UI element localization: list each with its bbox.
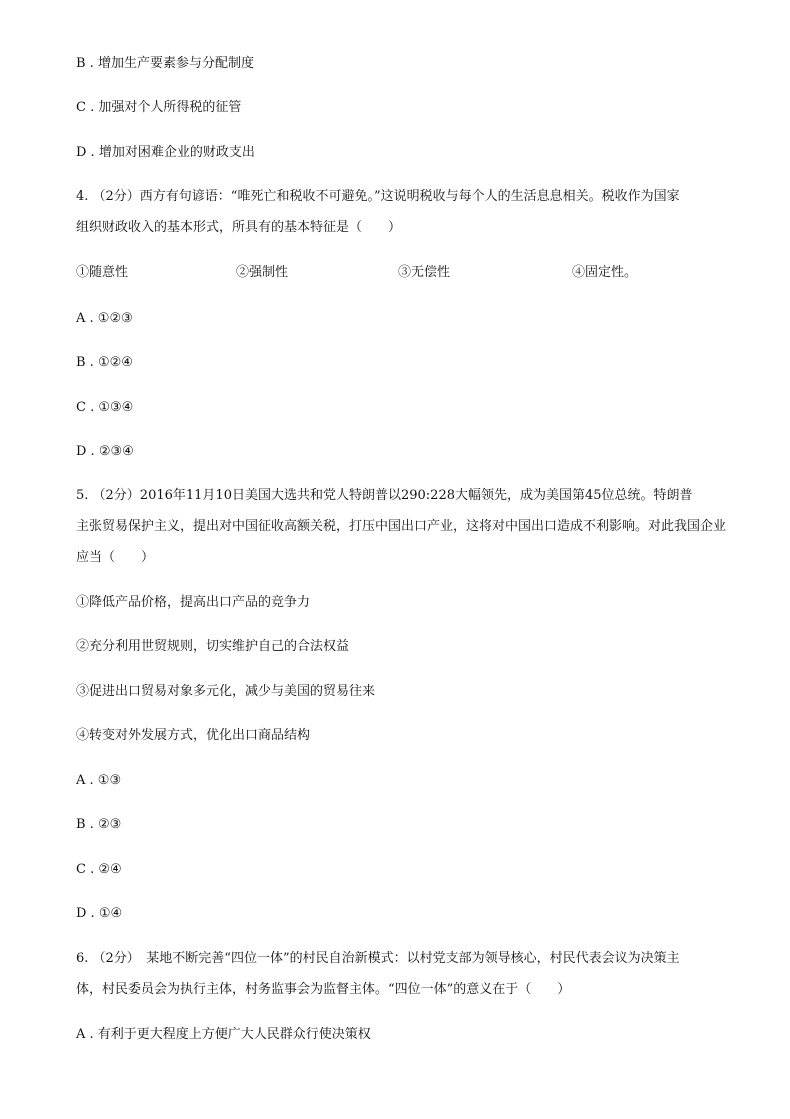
q5-stem-line1: 5. （2分）2016年11月10日美国大选共和党人特朗普以290:228大幅领先，成为美国第45位总统。特朗普 xyxy=(76,488,693,503)
q5-statement-4: ④转变对外发展方式，优化出口商品结构 xyxy=(76,728,311,743)
q5-stem-line3: 应当（ ） xyxy=(76,550,155,565)
q6-stem-line1: 6. （2分） 某地不断完善“四位一体”的村民自治新模式：以村党支部为领导核心，村民代表会议为决策主 xyxy=(76,951,680,966)
q5-stem-line2: 主张贸易保护主义，提出对中国征收高额关税，打压中国出口产业，这将对中国出口造成不利影响。对此我国企业 xyxy=(76,519,727,534)
q4-option-c: C . ①③④ xyxy=(76,400,134,415)
q5-option-b: B . ②③ xyxy=(76,817,122,832)
q4-option-d: D . ②③④ xyxy=(76,444,134,459)
q4-item-4: ④固定性。 xyxy=(572,265,638,280)
q3-option-d: D . 增加对困难企业的财政支出 xyxy=(76,145,255,160)
q3-option-b: B . 增加生产要素参与分配制度 xyxy=(76,56,254,71)
q5-option-c: C . ②④ xyxy=(76,862,122,877)
q4-item-2: ②强制性 xyxy=(236,265,289,280)
q4-stem-line2: 组织财政收入的基本形式，所具有的基本特征是（ ） xyxy=(76,220,402,235)
q4-stem-line1: 4. （2分）西方有句谚语：“唯死亡和税收不可避免。”这说明税收与每个人的生活息息相关。税收作为国家 xyxy=(76,189,680,204)
q4-option-b: B . ①②④ xyxy=(76,355,133,370)
q5-option-a: A . ①③ xyxy=(76,773,122,788)
q4-item-3: ③无偿性 xyxy=(398,265,451,280)
q5-statement-1: ①降低产品价格，提高出口产品的竞争力 xyxy=(76,595,311,610)
q5-statement-2: ②充分利用世贸规则，切实维护自己的合法权益 xyxy=(76,639,350,654)
q6-stem-line2: 体，村民委员会为执行主体，村务监事会为监督主体。“四位一体”的意义在于（ ） xyxy=(76,982,571,997)
q4-option-a: A . ①②③ xyxy=(76,311,133,326)
q6-option-a: A . 有利于更大程度上方便广大人民群众行使决策权 xyxy=(76,1027,371,1042)
q5-statement-3: ③促进出口贸易对象多元化，减少与美国的贸易往来 xyxy=(76,684,376,699)
q5-option-d: D . ①④ xyxy=(76,906,123,921)
q3-option-c: C . 加强对个人所得税的征管 xyxy=(76,100,242,115)
q4-item-1: ①随意性 xyxy=(76,265,129,280)
